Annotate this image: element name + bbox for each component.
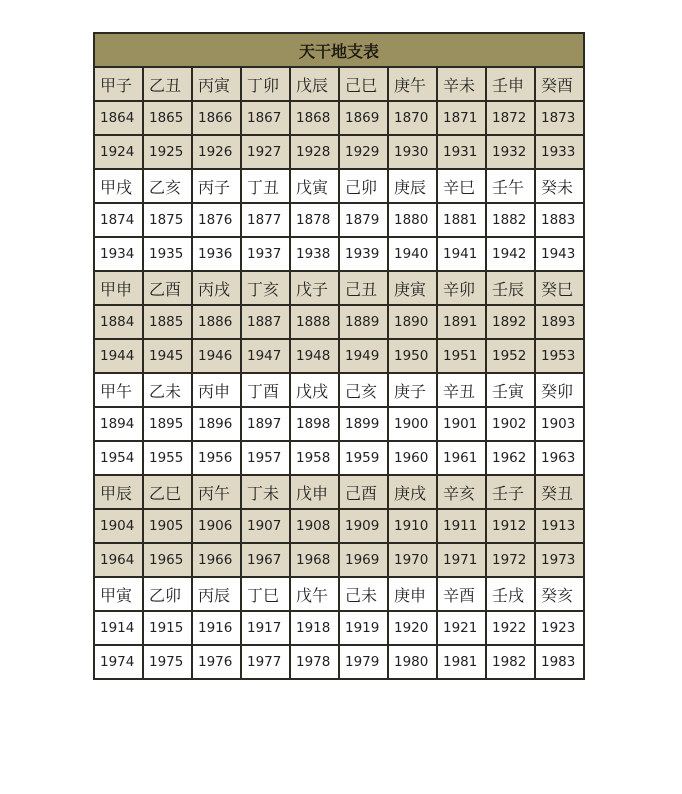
year-cell: 1940	[388, 237, 437, 271]
ganzhi-cell: 癸巳	[535, 271, 584, 305]
year-cell: 1922	[486, 611, 535, 645]
ganzhi-row	[94, 475, 584, 509]
year-cell: 1879	[339, 203, 388, 237]
year-cell: 1907	[241, 509, 290, 543]
year-row	[94, 509, 584, 543]
year-cell: 1878	[290, 203, 339, 237]
year-cell: 1924	[94, 135, 143, 169]
ganzhi-cell: 癸亥	[535, 577, 584, 611]
year-cell: 1948	[290, 339, 339, 373]
year-cell: 1869	[339, 101, 388, 135]
year-cell: 1969	[339, 543, 388, 577]
year-cell: 1920	[388, 611, 437, 645]
year-cell: 1898	[290, 407, 339, 441]
year-cell: 1974	[94, 645, 143, 679]
table-body	[94, 67, 584, 679]
ganzhi-cell: 戊戌	[290, 373, 339, 407]
year-cell: 1925	[143, 135, 192, 169]
ganzhi-cell: 庚戌	[388, 475, 437, 509]
ganzhi-cell: 辛丑	[437, 373, 486, 407]
year-cell: 1921	[437, 611, 486, 645]
year-cell: 1914	[94, 611, 143, 645]
year-cell: 1934	[94, 237, 143, 271]
ganzhi-cell: 甲午	[94, 373, 143, 407]
year-cell: 1909	[339, 509, 388, 543]
year-cell: 1960	[388, 441, 437, 475]
ganzhi-cell: 辛未	[437, 67, 486, 101]
year-cell: 1927	[241, 135, 290, 169]
year-cell: 1975	[143, 645, 192, 679]
year-row	[94, 407, 584, 441]
year-cell: 1972	[486, 543, 535, 577]
year-cell: 1957	[241, 441, 290, 475]
year-cell: 1937	[241, 237, 290, 271]
ganzhi-cell: 壬申	[486, 67, 535, 101]
year-cell: 1967	[241, 543, 290, 577]
ganzhi-row	[94, 67, 584, 101]
ganzhi-cell: 己卯	[339, 169, 388, 203]
year-cell: 1941	[437, 237, 486, 271]
ganzhi-cell: 戊申	[290, 475, 339, 509]
ganzhi-cell: 壬寅	[486, 373, 535, 407]
year-cell: 1939	[339, 237, 388, 271]
year-cell: 1864	[94, 101, 143, 135]
ganzhi-cell: 己亥	[339, 373, 388, 407]
ganzhi-cell: 戊午	[290, 577, 339, 611]
ganzhi-cell: 甲申	[94, 271, 143, 305]
ganzhi-cell: 甲子	[94, 67, 143, 101]
year-row	[94, 305, 584, 339]
year-cell: 1912	[486, 509, 535, 543]
year-cell: 1871	[437, 101, 486, 135]
year-cell: 1915	[143, 611, 192, 645]
ganzhi-table-container	[93, 32, 585, 680]
year-cell: 1873	[535, 101, 584, 135]
ganzhi-cell: 庚子	[388, 373, 437, 407]
year-cell: 1946	[192, 339, 241, 373]
year-cell: 1919	[339, 611, 388, 645]
year-cell: 1899	[339, 407, 388, 441]
ganzhi-cell: 甲寅	[94, 577, 143, 611]
year-cell: 1977	[241, 645, 290, 679]
year-cell: 1947	[241, 339, 290, 373]
year-cell: 1906	[192, 509, 241, 543]
year-cell: 1932	[486, 135, 535, 169]
year-row	[94, 237, 584, 271]
ganzhi-cell: 乙酉	[143, 271, 192, 305]
year-cell: 1892	[486, 305, 535, 339]
year-cell: 1891	[437, 305, 486, 339]
year-cell: 1944	[94, 339, 143, 373]
ganzhi-cell: 乙亥	[143, 169, 192, 203]
year-cell: 1896	[192, 407, 241, 441]
year-cell: 1877	[241, 203, 290, 237]
year-cell: 1970	[388, 543, 437, 577]
year-cell: 1875	[143, 203, 192, 237]
year-cell: 1908	[290, 509, 339, 543]
year-cell: 1953	[535, 339, 584, 373]
year-cell: 1955	[143, 441, 192, 475]
ganzhi-cell: 丁丑	[241, 169, 290, 203]
year-cell: 1881	[437, 203, 486, 237]
year-cell: 1930	[388, 135, 437, 169]
year-cell: 1882	[486, 203, 535, 237]
year-cell: 1905	[143, 509, 192, 543]
year-cell: 1887	[241, 305, 290, 339]
ganzhi-cell: 庚午	[388, 67, 437, 101]
ganzhi-cell: 戊子	[290, 271, 339, 305]
year-cell: 1866	[192, 101, 241, 135]
year-cell: 1936	[192, 237, 241, 271]
year-cell: 1962	[486, 441, 535, 475]
ganzhi-cell: 庚申	[388, 577, 437, 611]
year-row	[94, 441, 584, 475]
year-cell: 1880	[388, 203, 437, 237]
ganzhi-cell: 甲辰	[94, 475, 143, 509]
year-cell: 1888	[290, 305, 339, 339]
ganzhi-cell: 己巳	[339, 67, 388, 101]
year-cell: 1935	[143, 237, 192, 271]
ganzhi-cell: 辛亥	[437, 475, 486, 509]
year-cell: 1926	[192, 135, 241, 169]
ganzhi-cell: 乙卯	[143, 577, 192, 611]
year-cell: 1942	[486, 237, 535, 271]
ganzhi-cell: 乙未	[143, 373, 192, 407]
year-cell: 1943	[535, 237, 584, 271]
ganzhi-cell: 癸未	[535, 169, 584, 203]
ganzhi-cell: 癸丑	[535, 475, 584, 509]
year-cell: 1964	[94, 543, 143, 577]
ganzhi-cell: 乙丑	[143, 67, 192, 101]
year-cell: 1913	[535, 509, 584, 543]
year-cell: 1911	[437, 509, 486, 543]
year-cell: 1876	[192, 203, 241, 237]
year-cell: 1966	[192, 543, 241, 577]
ganzhi-cell: 丁卯	[241, 67, 290, 101]
ganzhi-cell: 丁酉	[241, 373, 290, 407]
ganzhi-cell: 丙辰	[192, 577, 241, 611]
year-cell: 1963	[535, 441, 584, 475]
year-cell: 1903	[535, 407, 584, 441]
year-cell: 1950	[388, 339, 437, 373]
ganzhi-cell: 丙申	[192, 373, 241, 407]
year-cell: 1872	[486, 101, 535, 135]
year-cell: 1951	[437, 339, 486, 373]
ganzhi-cell: 辛巳	[437, 169, 486, 203]
ganzhi-cell: 丙子	[192, 169, 241, 203]
year-cell: 1949	[339, 339, 388, 373]
ganzhi-row	[94, 373, 584, 407]
year-cell: 1958	[290, 441, 339, 475]
ganzhi-cell: 丙寅	[192, 67, 241, 101]
ganzhi-cell: 壬子	[486, 475, 535, 509]
year-cell: 1938	[290, 237, 339, 271]
ganzhi-cell: 癸卯	[535, 373, 584, 407]
year-cell: 1868	[290, 101, 339, 135]
year-cell: 1885	[143, 305, 192, 339]
year-cell: 1870	[388, 101, 437, 135]
year-row	[94, 135, 584, 169]
year-cell: 1952	[486, 339, 535, 373]
year-cell: 1901	[437, 407, 486, 441]
ganzhi-cell: 庚辰	[388, 169, 437, 203]
year-cell: 1973	[535, 543, 584, 577]
ganzhi-cell: 己酉	[339, 475, 388, 509]
year-cell: 1893	[535, 305, 584, 339]
year-cell: 1902	[486, 407, 535, 441]
year-cell: 1904	[94, 509, 143, 543]
year-cell: 1982	[486, 645, 535, 679]
year-row	[94, 339, 584, 373]
ganzhi-cell: 甲戌	[94, 169, 143, 203]
ganzhi-cell: 己丑	[339, 271, 388, 305]
ganzhi-row	[94, 271, 584, 305]
year-cell: 1956	[192, 441, 241, 475]
ganzhi-cell: 壬辰	[486, 271, 535, 305]
year-cell: 1971	[437, 543, 486, 577]
year-cell: 1895	[143, 407, 192, 441]
ganzhi-row	[94, 577, 584, 611]
year-cell: 1954	[94, 441, 143, 475]
year-row	[94, 101, 584, 135]
ganzhi-cell: 丁未	[241, 475, 290, 509]
year-cell: 1980	[388, 645, 437, 679]
year-row	[94, 611, 584, 645]
ganzhi-cell: 庚寅	[388, 271, 437, 305]
year-cell: 1916	[192, 611, 241, 645]
year-cell: 1928	[290, 135, 339, 169]
year-cell: 1979	[339, 645, 388, 679]
year-cell: 1961	[437, 441, 486, 475]
ganzhi-cell: 辛卯	[437, 271, 486, 305]
year-cell: 1965	[143, 543, 192, 577]
ganzhi-table	[93, 32, 585, 680]
ganzhi-cell: 丁亥	[241, 271, 290, 305]
ganzhi-cell: 乙巳	[143, 475, 192, 509]
year-row	[94, 543, 584, 577]
year-cell: 1890	[388, 305, 437, 339]
year-cell: 1874	[94, 203, 143, 237]
ganzhi-row	[94, 169, 584, 203]
year-cell: 1865	[143, 101, 192, 135]
ganzhi-cell: 壬戌	[486, 577, 535, 611]
year-row	[94, 203, 584, 237]
year-cell: 1883	[535, 203, 584, 237]
year-cell: 1910	[388, 509, 437, 543]
year-cell: 1978	[290, 645, 339, 679]
year-cell: 1931	[437, 135, 486, 169]
year-cell: 1983	[535, 645, 584, 679]
ganzhi-cell: 癸酉	[535, 67, 584, 101]
year-cell: 1929	[339, 135, 388, 169]
ganzhi-cell: 丁巳	[241, 577, 290, 611]
year-cell: 1968	[290, 543, 339, 577]
year-cell: 1959	[339, 441, 388, 475]
ganzhi-cell: 丙午	[192, 475, 241, 509]
year-cell: 1900	[388, 407, 437, 441]
ganzhi-cell: 辛酉	[437, 577, 486, 611]
year-cell: 1886	[192, 305, 241, 339]
year-cell: 1889	[339, 305, 388, 339]
ganzhi-cell: 壬午	[486, 169, 535, 203]
ganzhi-cell: 丙戌	[192, 271, 241, 305]
year-cell: 1894	[94, 407, 143, 441]
year-cell: 1867	[241, 101, 290, 135]
year-cell: 1976	[192, 645, 241, 679]
table-title: 天干地支表	[94, 33, 584, 67]
ganzhi-cell: 戊寅	[290, 169, 339, 203]
year-cell: 1933	[535, 135, 584, 169]
ganzhi-cell: 己未	[339, 577, 388, 611]
year-cell: 1918	[290, 611, 339, 645]
year-cell: 1897	[241, 407, 290, 441]
year-cell: 1917	[241, 611, 290, 645]
year-cell: 1945	[143, 339, 192, 373]
ganzhi-cell: 戊辰	[290, 67, 339, 101]
year-cell: 1981	[437, 645, 486, 679]
year-row	[94, 645, 584, 679]
year-cell: 1884	[94, 305, 143, 339]
year-cell: 1923	[535, 611, 584, 645]
title-row	[94, 33, 584, 67]
